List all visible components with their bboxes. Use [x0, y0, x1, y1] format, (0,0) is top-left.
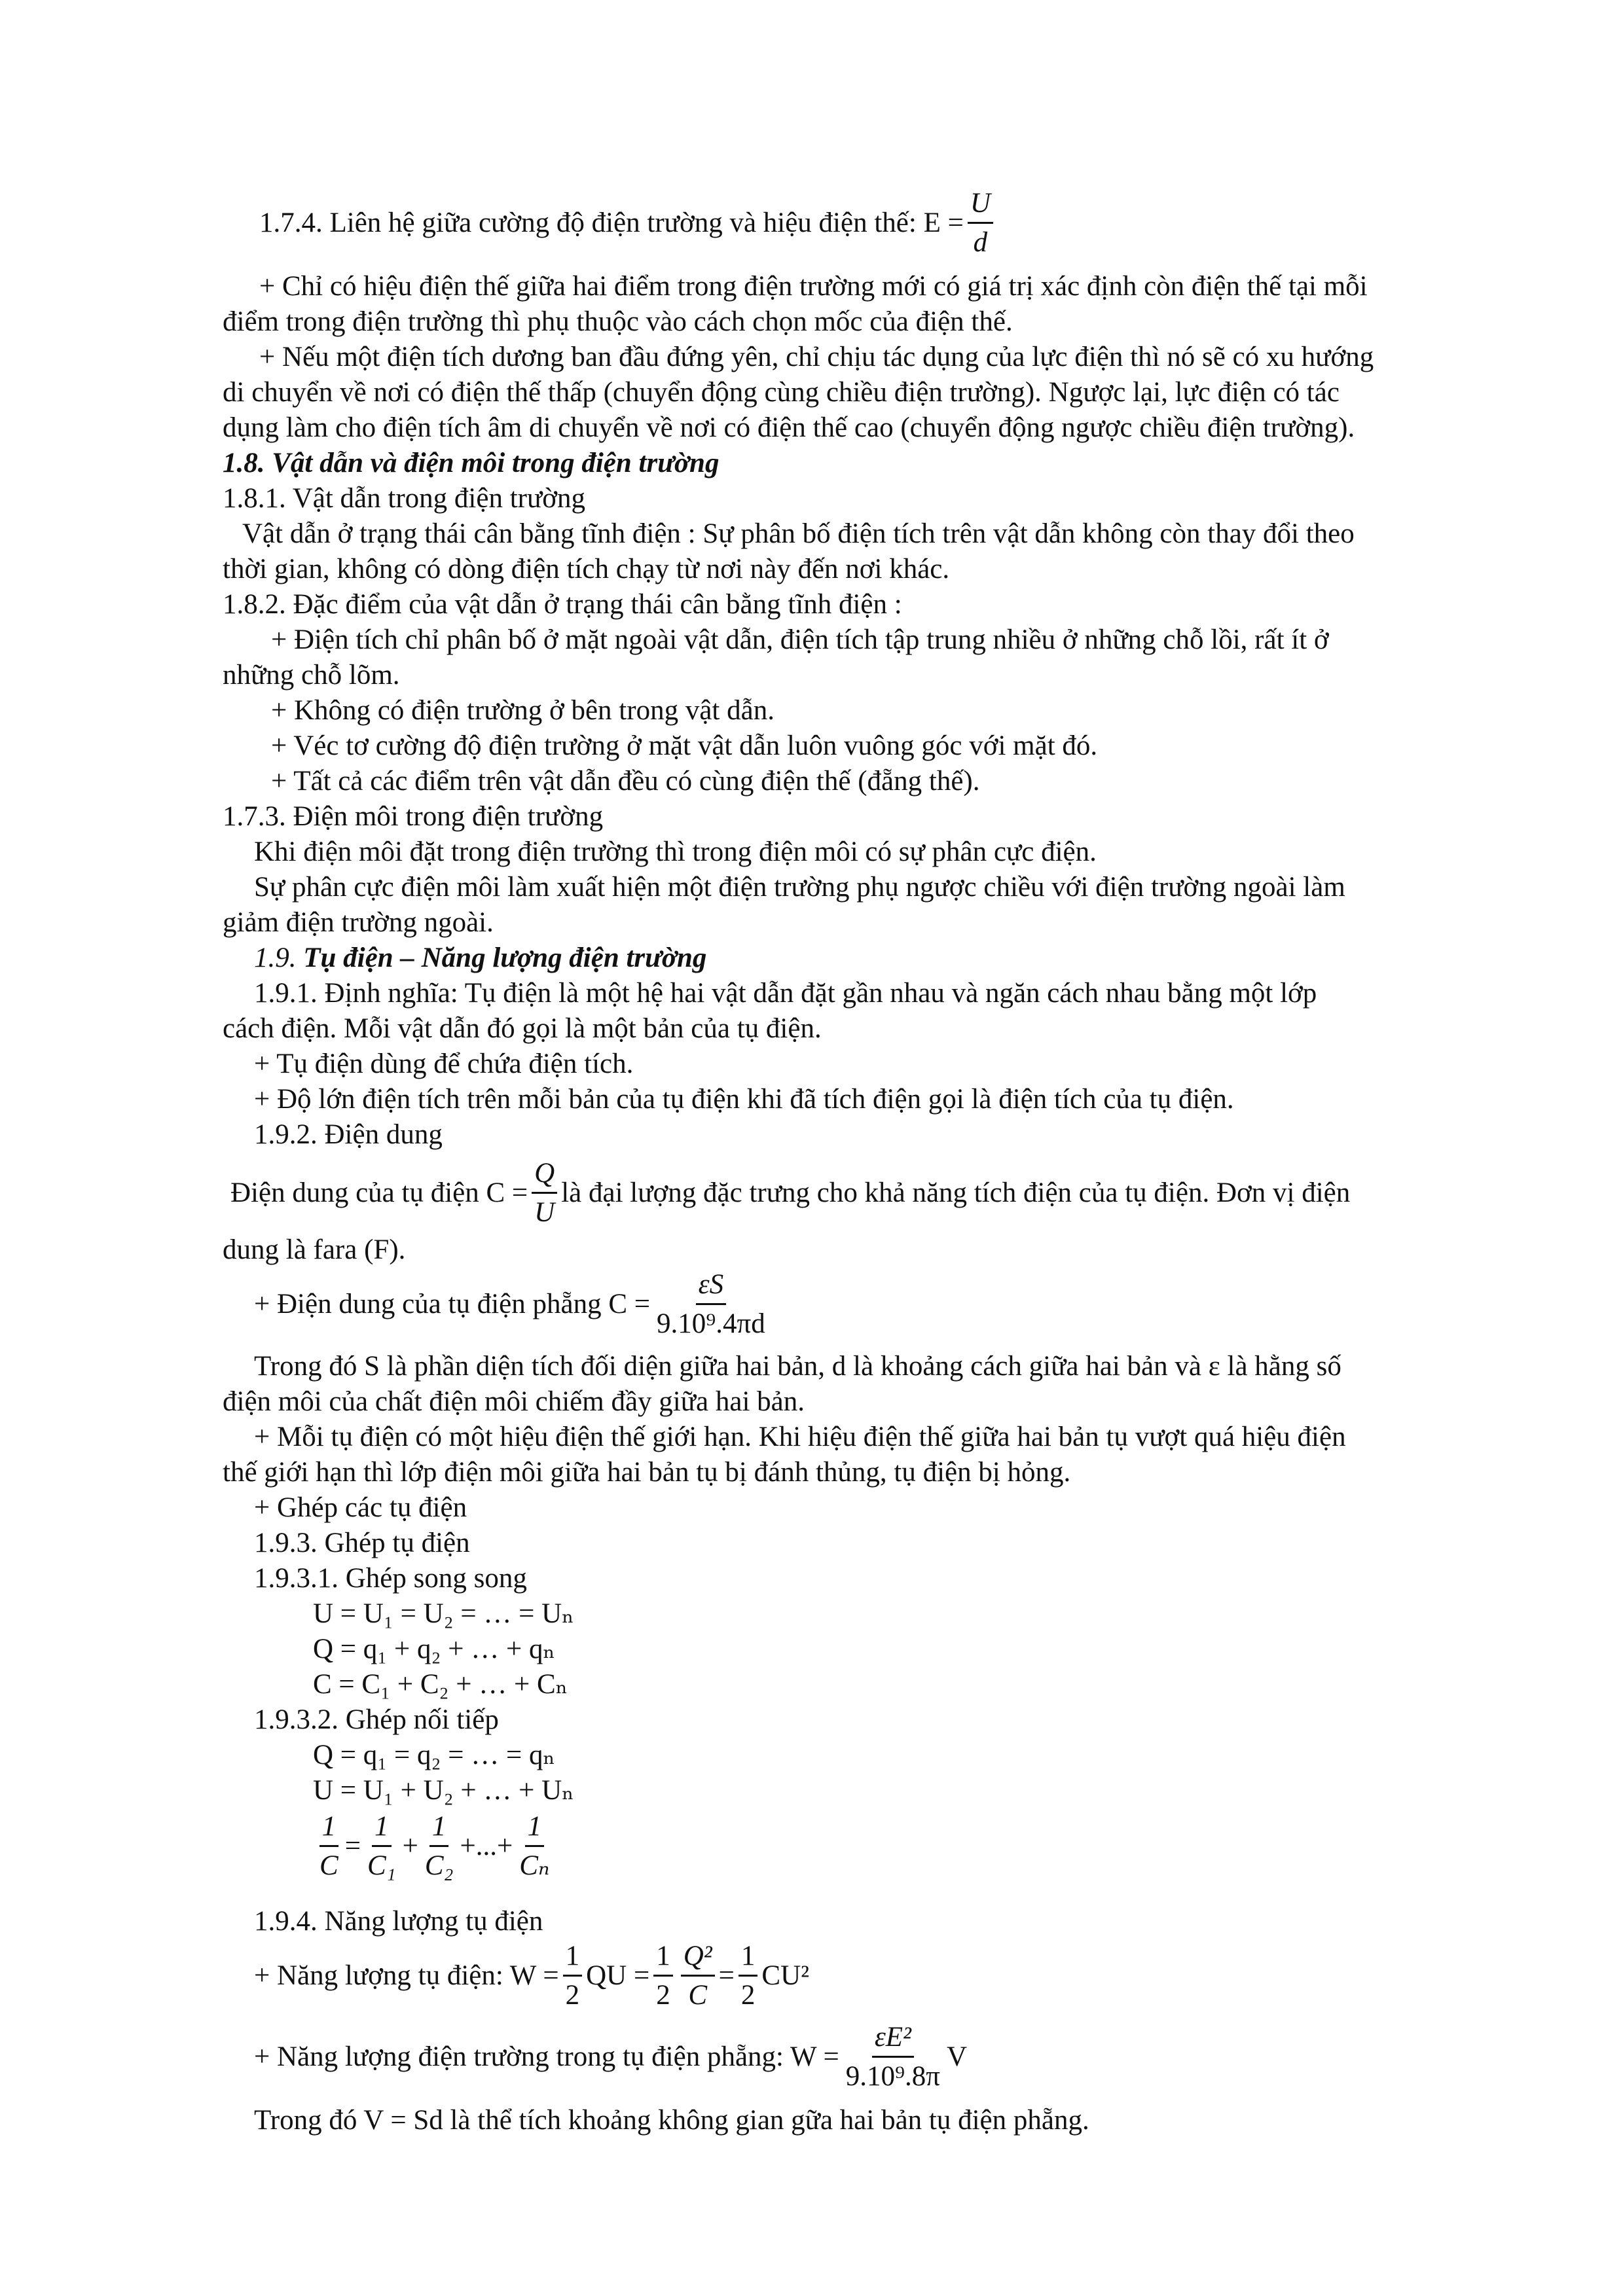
- frac-den: U: [534, 1197, 555, 1229]
- frac-num: Q²: [681, 1941, 715, 1977]
- equation-line: Q = q₁ + q₂ + … + qₙ: [313, 1634, 556, 1664]
- formula-plate-capacitor: [654, 1270, 768, 1338]
- energy-pre-text: + Năng lượng tụ điện: W =: [254, 1960, 559, 1992]
- frac-num: 1: [563, 1941, 583, 1977]
- frac-num: 1: [653, 1941, 673, 1977]
- paragraph-line: + Nếu một điện tích dương ban đầu đứng yên, chỉ chịu tác dụng của lực điện thì nó sẽ có xu hướng: [259, 342, 1374, 372]
- subheading-1932: 1.9.3.2. Ghép nối tiếp: [254, 1704, 499, 1735]
- subheading-181: 1.8.1. Vật dẫn trong điện trường: [223, 483, 586, 514]
- heading-19-number: 1.9.: [254, 942, 297, 973]
- frac-num: εE²: [872, 2022, 914, 2058]
- bullet-line: + Tụ điện dùng để chứa điện tích.: [254, 1049, 634, 1079]
- frac-num: U: [968, 188, 993, 224]
- frac-num: Q: [532, 1158, 557, 1194]
- frac-num: 1: [372, 1812, 392, 1847]
- frac-den: 2: [656, 1980, 670, 2011]
- paragraph-line: cách điện. Mỗi vật dẫn đó gọi là một bản của tụ điện.: [223, 1013, 822, 1044]
- frac-one-over-c: [317, 1812, 341, 1880]
- frac-one-half: [739, 1941, 758, 2010]
- equals-sign: =: [718, 1960, 735, 1992]
- frac-den: C: [688, 1980, 708, 2011]
- frac-den: C: [319, 1850, 338, 1882]
- field-pre-text: + Năng lượng điện trường trong tụ điện phẵng: W =: [254, 2041, 839, 2073]
- formula-q-over-u: [532, 1158, 557, 1227]
- frac-num: 1: [739, 1941, 758, 1977]
- capacitance-definition: [230, 1158, 1350, 1227]
- paragraph-line: thời gian, không có dòng điện tích chạy từ nơi này đến nơi khác.: [223, 554, 950, 584]
- paragraph-line: điểm trong điện trường thì phụ thuộc vào cách chọn mốc của điện thế.: [223, 306, 1013, 337]
- equation-line: Q = q₁ = q₂ = … = qₙ: [313, 1740, 556, 1770]
- subheading-182: 1.8.2. Đặc điểm của vật dẫn ở trạng thái cân bằng tĩnh điện :: [223, 589, 902, 620]
- paragraph-line: thế giới hạn thì lớp điện môi giữa hai bản tụ bị đánh thủng, tụ điện bị hỏng.: [223, 1457, 1071, 1488]
- plus-sign: +: [402, 1831, 418, 1862]
- subheading-192: 1.9.2. Điện dung: [254, 1119, 443, 1150]
- subheading-1931: 1.9.3.1. Ghép song song: [254, 1563, 527, 1594]
- ellipsis-sign: +...+: [460, 1831, 513, 1862]
- section-heading-19: [254, 944, 706, 972]
- frac-num: 1: [319, 1812, 339, 1847]
- frac-den: d: [973, 227, 988, 259]
- paragraph-line: dung là fara (F).: [223, 1234, 406, 1265]
- frac-num: 1: [525, 1812, 545, 1847]
- bullet-line: + Không có điện trường ở bên trong vật dẫn.: [271, 695, 775, 726]
- field-energy-formula: [254, 2022, 967, 2091]
- paragraph-line: Vật dẫn ở trạng thái cân bằng tĩnh điện : Sự phân bố điện tích trên vật dẫn không còn thay đổi theo: [242, 518, 1355, 549]
- paragraph-line: Trong đó V = Sd là thể tích khoảng không gian gữa hai bản tụ điện phẵng.: [254, 2105, 1089, 2136]
- frac-num: 1: [429, 1812, 449, 1847]
- paragraph-line: 1.9.1. Định nghĩa: Tụ điện là một hệ hai vật dẫn đặt gần nhau và ngăn cách nhau bằng một lớp: [254, 978, 1317, 1009]
- heading-174-text: 1.7.4. Liên hệ giữa cường độ điện trường và hiệu điện thế: E =: [259, 207, 964, 239]
- frac-one-half: [563, 1941, 583, 2010]
- bullet-line: + Tất cả các điểm trên vật dẫn đều có cùng điện thế (đẵng thế).: [271, 766, 980, 797]
- paragraph-line: Sự phân cực điện môi làm xuất hiện một điện trường phụ ngược chiều với điện trường ngoài làm: [254, 872, 1345, 903]
- frac-den: 2: [565, 1980, 580, 2011]
- plate-capacitance: [254, 1270, 772, 1338]
- frac-den: Cₙ: [519, 1850, 550, 1882]
- bullet-line: + Véc tơ cường độ điện trường ở mặt vật dẫn luôn vuông góc với mặt đó.: [271, 730, 1098, 761]
- frac-one-over-c1: [365, 1812, 399, 1880]
- series-capacitance-formula: [313, 1812, 556, 1880]
- paragraph-line: Trong đó S là phần diện tích đối diện giữa hai bản, d là khoảng cách giữa hai bản và ε là hằng số: [254, 1351, 1341, 1382]
- energy-cu-text: CU²: [761, 1960, 810, 1992]
- frac-den: 2: [740, 1980, 756, 2011]
- cap-post-text: là đại lượng đặc trưng cho khả năng tích điện của tụ điện. Đơn vị điện: [561, 1177, 1351, 1209]
- frac-den: C₁: [367, 1850, 396, 1882]
- energy-qu-text: QU =: [586, 1960, 650, 1992]
- equals-sign: =: [344, 1831, 361, 1862]
- subheading-173: 1.7.3. Điện môi trong điện trường: [223, 801, 604, 832]
- bullet-line: + Ghép các tụ điện: [254, 1492, 467, 1523]
- frac-field-energy: [843, 2022, 943, 2091]
- subheading-194: 1.9.4. Năng lượng tụ điện: [254, 1906, 543, 1937]
- bullet-line: những chỗ lõm.: [223, 660, 400, 691]
- cap-pre-text: Điện dung của tụ điện C =: [230, 1177, 528, 1209]
- section-heading-18: 1.8. Vật dẫn và điện môi trong điện trường: [223, 448, 720, 478]
- frac-q2-over-c: [681, 1941, 715, 2010]
- heading-174: [259, 188, 997, 257]
- equation-line: U = U₁ + U₂ + … + Uₙ: [313, 1775, 574, 1806]
- formula-e-u-over-d: [968, 188, 993, 257]
- paragraph-line: Khi điện môi đặt trong điện trường thì trong điện môi có sự phân cực điện.: [254, 836, 1097, 867]
- paragraph-line: dụng làm cho điện tích âm di chuyển về nơi có điện thế cao (chuyển động ngược chiều điện trường).: [223, 412, 1355, 443]
- bullet-line: + Độ lớn điện tích trên mỗi bản của tụ điện khi đã tích điện gọi là điện tích của tụ điện.: [254, 1084, 1234, 1115]
- field-post-text: V: [947, 2041, 968, 2073]
- frac-one-over-cn: [517, 1812, 552, 1880]
- capacitor-energy-formula: [254, 1941, 809, 2010]
- frac-one-over-c2: [422, 1812, 456, 1880]
- paragraph-line: + Mỗi tụ điện có một hiệu điện thế giới hạn. Khi hiệu điện thế giữa hai bản tụ vượt quá hiệu điện: [254, 1422, 1346, 1452]
- plate-pre-text: + Điện dung của tụ điện phẵng C =: [254, 1289, 651, 1320]
- heading-19-text: Tụ điện – Năng lượng điện trường: [303, 942, 707, 973]
- frac-one-half: [653, 1941, 673, 2010]
- paragraph-line: di chuyển về nơi có điện thế thấp (chuyển động cùng chiều điện trường). Ngược lại, lực điện có tác: [223, 377, 1340, 408]
- paragraph-line: điện môi của chất điện môi chiếm đầy giữa hai bản.: [223, 1386, 805, 1417]
- paragraph-line: giảm điện trường ngoài.: [223, 907, 494, 938]
- equation-line: C = C₁ + C₂ + … + Cₙ: [313, 1669, 568, 1700]
- subheading-193: 1.9.3. Ghép tụ điện: [254, 1528, 470, 1558]
- bullet-line: + Điện tích chỉ phân bố ở mặt ngoài vật dẫn, điện tích tập trung nhiều ở những chỗ lồi, rất ít ở: [271, 624, 1329, 655]
- frac-num: εS: [696, 1270, 726, 1305]
- paragraph-line: + Chỉ có hiệu điện thế giữa hai điểm trong điện trường mới có giá trị xác định còn điện thế tại mỗi: [259, 271, 1368, 302]
- frac-den: C₂: [424, 1850, 454, 1882]
- frac-den: 9.10⁹.4πd: [657, 1308, 765, 1340]
- frac-den: 9.10⁹.8π: [845, 2061, 940, 2092]
- equation-line: U = U₁ = U₂ = … = Uₙ: [313, 1598, 574, 1629]
